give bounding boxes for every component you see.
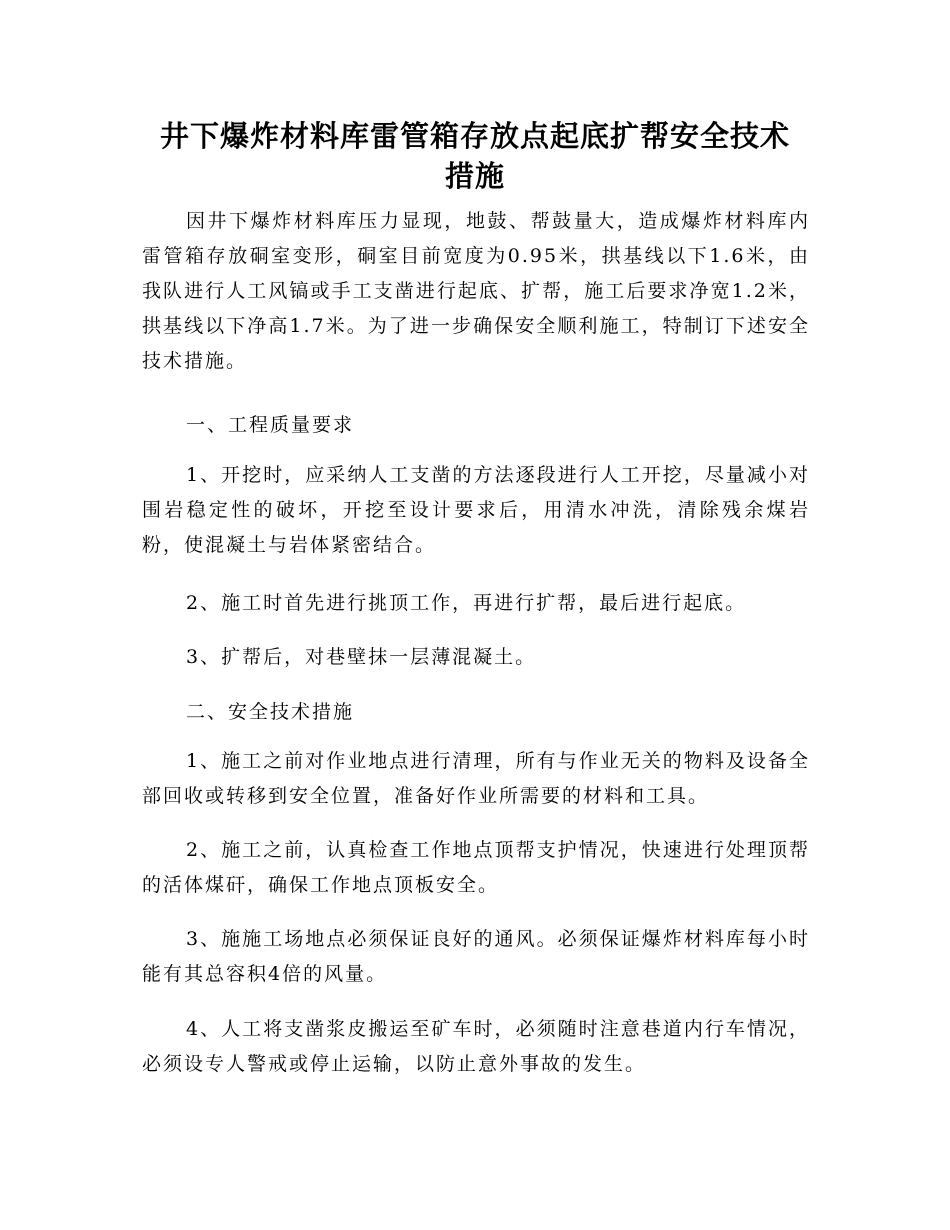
section-2-item-3: 3、施施工场地点必须保证良好的通风。必须保证爆炸材料库每小时能有其总容积4倍的风量。 [142, 928, 810, 985]
document-title-line-1: 井下爆炸材料库雷管箱存放点起底扩帮安全技术 [159, 119, 790, 153]
section-2-heading: 二、安全技术措施 [186, 701, 355, 723]
section-1-heading: 一、工程质量要求 [186, 414, 355, 436]
section-1-item-3: 3、扩帮后，对巷壁抹一层薄混凝土。 [186, 646, 537, 668]
section-2-item-4: 4、人工将支凿浆皮搬运至矿车时，必须随时注意巷道内行车情况，必须设专人警戒或停止运输，以防止意外事故的发生。 [142, 1018, 810, 1075]
section-1-item-1: 1、开挖时，应采纳人工支凿的方法逐段进行人工开挖，尽量减小对围岩稳定性的破坏，开挖至设计要求后，用清水冲洗，清除残余煤岩粉，使混凝土与岩体紧密结合。 [142, 464, 810, 556]
section-2-item-1: 1、施工之前对作业地点进行清理，所有与作业无关的物料及设备全部回收或转移到安全位置，准备好作业所需要的材料和工具。 [142, 750, 810, 807]
document-title-line-2: 措施 [444, 159, 505, 193]
intro-paragraph: 因井下爆炸材料库压力显现，地鼓、帮鼓量大，造成爆炸材料库内雷管箱存放硐室变形，硐室目前宽度为0.95米，拱基线以下1.6米，由我队进行人工风镐或手工支凿进行起底、扩帮，施工后要求净宽1.2米，拱基线以下净高1.7米。为了进一步确保安全顺利施工，特制订下述安全技术措施。 [142, 210, 810, 372]
section-1-item-2: 2、施工时首先进行挑顶工作，再进行扩帮，最后进行起底。 [186, 592, 747, 614]
section-2-item-2: 2、施工之前，认真检查工作地点顶帮支护情况，快速进行处理顶帮的活体煤矸，确保工作地点顶板安全。 [142, 839, 810, 896]
